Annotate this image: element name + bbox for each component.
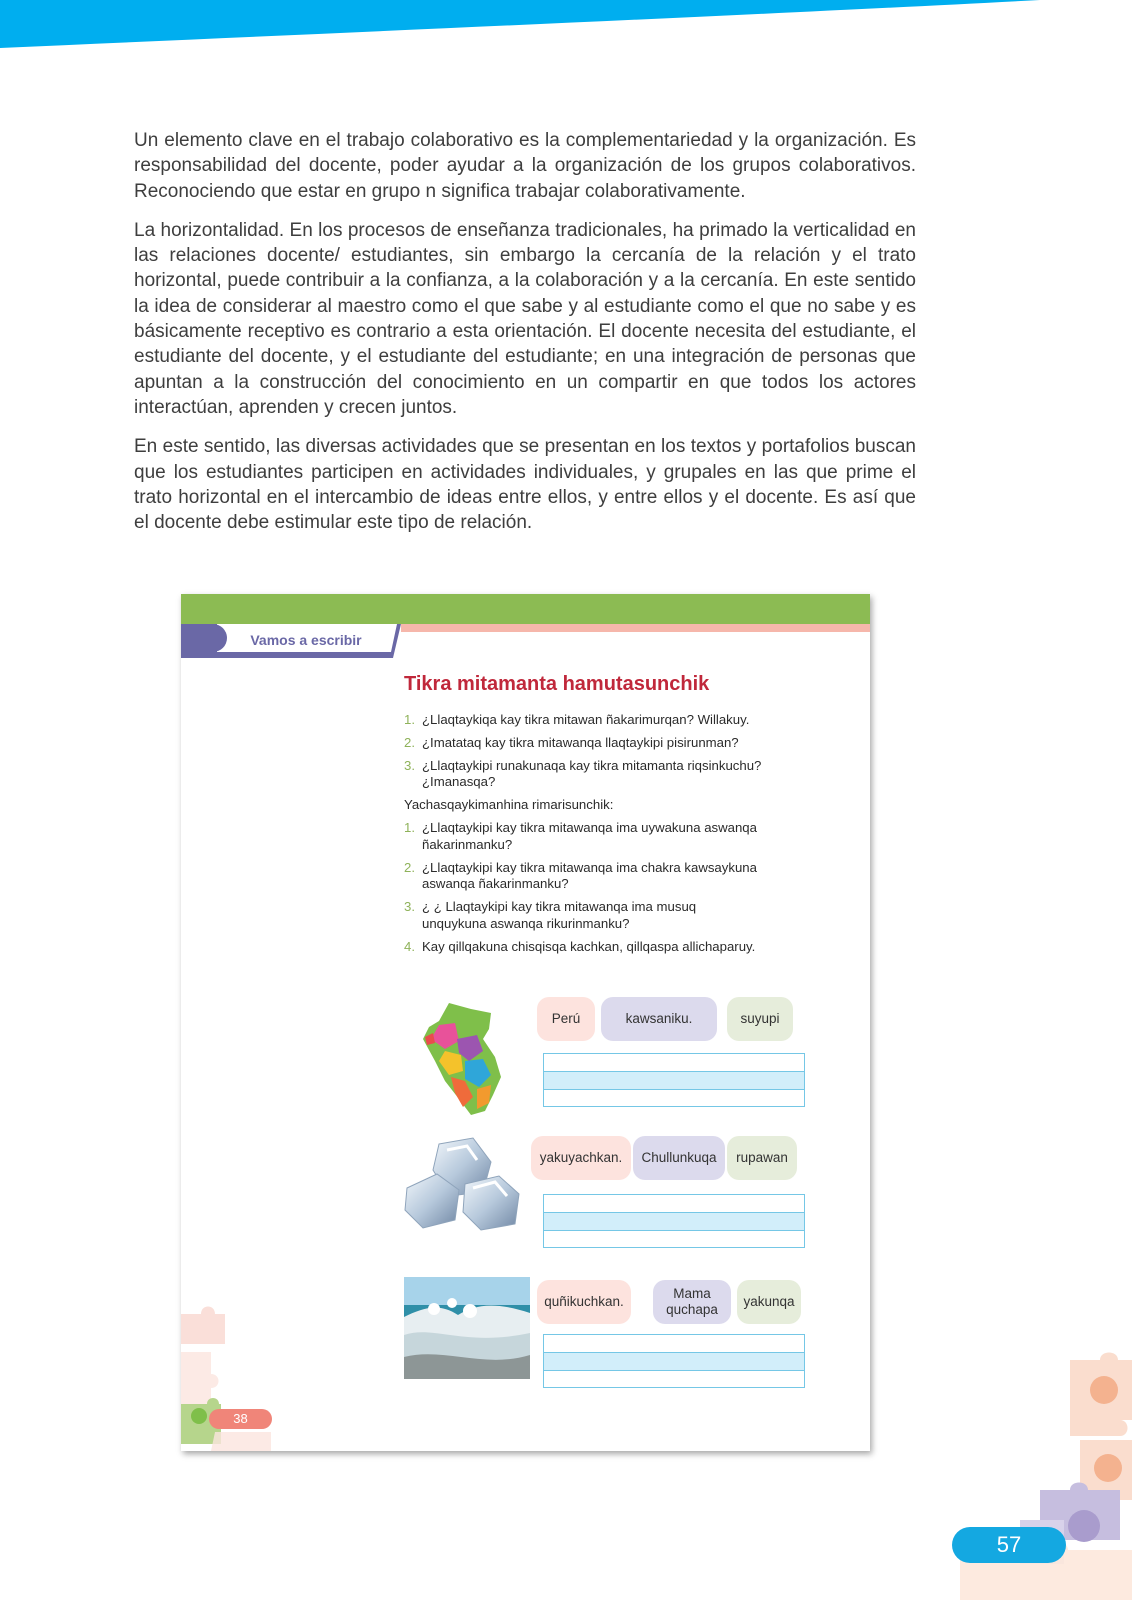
peru-map-image — [419, 999, 507, 1117]
question-number: 1. — [404, 819, 415, 835]
textbook-page-image — [181, 594, 870, 1451]
question-text: Kay qillqakuna chisqisqa kachkan, qillqaspa allichaparuy. — [422, 938, 756, 954]
question-item — [404, 820, 762, 854]
question-item — [404, 939, 762, 956]
ice-cubes-image — [403, 1136, 523, 1232]
question-item — [404, 758, 762, 792]
page-number: 57 — [952, 1527, 1066, 1563]
question-item — [404, 735, 824, 752]
question-text: ¿Llaqtaykipi runakunaqa kay tikra mitamanta riqsinkuchu? ¿Imanasqa? — [422, 757, 762, 790]
top-color-band — [0, 0, 1132, 50]
question-number: 2. — [404, 859, 415, 875]
sea-waves-image — [404, 1277, 530, 1379]
exercise-title: Tikra mitamanta hamutasunchik — [404, 673, 710, 695]
subheading: Yachasqaykimanhina rimarisunchik: — [404, 797, 614, 813]
paragraph-1: Un elemento clave en el trabajo colaborativo es la complementariedad y la organización. Es responsabilidad del docente, poder ayudar a la organización de los grupos colaborativos. Reconociendo que estar en grupo n significa trabajar colaborativamente. — [134, 130, 916, 202]
inner-page-number: 38 — [209, 1409, 272, 1429]
question-item — [404, 860, 762, 894]
word-chip: kawsaniku. — [601, 997, 717, 1041]
word-chip: suyupi — [727, 997, 793, 1041]
paragraph-2: La horizontalidad. En los procesos de enseñanza tradicionales, ha primado la verticalidad en las relaciones docente/ estudiantes, sin embargo la cercanía de la relación y el trato horizontal, puede contribuir a la confianza, a la colaboración y a la cercanía. En este sentido la idea de considerar al maestro como el que sabe y al estudiante como el que no sabe y es básicamente receptivo es contrario a esta orientación. El docente necesita del estudiante, el estudiante del docente, y el estudiante del estudiante; en una integración de personas que apuntan a la construcción del conocimiento en un compartir en que todos los actores interactúan, aprenden y crecen juntos. — [134, 219, 916, 418]
question-item — [404, 899, 762, 933]
writing-lines[interactable] — [543, 1053, 805, 1107]
question-text: ¿ ¿ Llaqtaykipi kay tikra mitawanqa ima musuq unquykuna aswanqa rikurinmanku? — [422, 899, 697, 931]
writing-lines[interactable] — [543, 1194, 805, 1248]
word-chip: quñikuchkan. — [537, 1280, 631, 1324]
word-chip: yakuyachkan. — [531, 1136, 631, 1180]
question-number: 1. — [404, 712, 415, 727]
question-text: ¿Llaqtaykipi kay tikra mitawanqa ima uywakuna aswanqa ñakarinmanku? — [422, 819, 757, 852]
word-chip: Chullunkuqa — [633, 1136, 725, 1180]
body-text — [134, 128, 916, 549]
section-label: Vamos a escribir — [250, 632, 362, 648]
header-pink-line — [401, 624, 870, 632]
question-number: 3. — [404, 757, 415, 773]
paragraph-3: En este sentido, las diversas actividades que se presentan en los textos y portafolios buscan que los estudiantes participen en actividades individuales, y grupales en las que prime el trato horizontal en el intercambio de ideas entre ellos, y entre ellos y el docente. Es así que el docente debe estimular este tipo de relación. — [134, 436, 916, 534]
writing-lines[interactable] — [543, 1334, 805, 1388]
question-list — [404, 712, 824, 962]
question-text: ¿Imatataq kay tikra mitawanqa llaqtaykipi pisirunman? — [422, 734, 739, 750]
word-chip: Perú — [537, 997, 595, 1041]
question-text: ¿Llaqtaykipi kay tikra mitawanqa ima chakra kawsaykuna aswanqa ñakarinmanku? — [422, 859, 757, 892]
question-number: 2. — [404, 734, 415, 750]
question-item — [404, 712, 824, 729]
question-number: 3. — [404, 899, 415, 915]
word-chip: rupawan — [727, 1136, 797, 1180]
question-text: ¿Llaqtaykiqa kay tikra mitawan ñakarimurqan? Willakuy. — [422, 712, 750, 727]
question-number: 4. — [404, 938, 415, 954]
word-chip: yakunqa — [737, 1280, 801, 1324]
word-chip: Mama quchapa — [653, 1280, 731, 1324]
header-green-band — [181, 594, 870, 624]
